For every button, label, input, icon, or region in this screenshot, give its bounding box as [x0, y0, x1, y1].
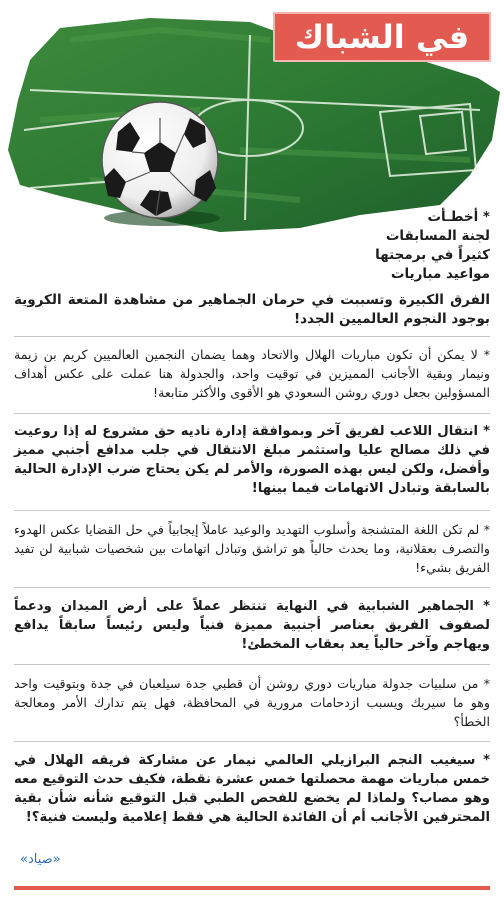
paragraph: * الجماهير الشبابية في النهاية تنتظر عملاً على أرض الميدان ودعماً لصفوف الفريق بعناصر أجنبية مميزة فنياً وليس رئيساً سابقاً يدافع ويهاجم وآخر حالياً يعد بعقاب المخطئ! — [14, 599, 490, 652]
lead-intro — [330, 208, 490, 284]
section-title: في الشباك — [294, 18, 470, 56]
paragraph: * لا يمكن أن تكون مباريات الهلال والاتحاد وهما يضمان النجمين العالميين كريم بن زيمة ونيمار وبقية الأجانب المميزين في توقيت واحد، والجدولة هنا عملت على عكس أهداف المسؤولين بجعل دوري روشن السعودي هو الأقوى والأكثر متابعة! — [14, 347, 490, 400]
paragraph: * من سلبيات جدولة مباريات دوري روشن أن قطبي جدة سيلعبان في جدة وبتوقيت واحد وهو ما سيربك ويسبب ازدحامات مرورية في المحافظة، فهل يتم تدارك الأمر ومعالجة الخطأ؟ — [14, 676, 490, 729]
divider — [14, 587, 490, 588]
divider — [14, 413, 490, 414]
paragraph: * انتقال اللاعب لفريق آخر وبموافقة إدارة ناديه حق مشروع له إذا روعيت في ذلك مصالح عليا واستثمر مبلغ الانتقال في جلب مدافع أجنبي مميز وأفضل، ولكن ليس بهذه الصورة، والأمر لم يكن يحتاج ضرب الإدارة الحالية بالسابقة وتبادل الاتهامات فيما بينها! — [14, 424, 490, 496]
divider — [14, 510, 490, 511]
divider — [14, 741, 490, 742]
football-icon — [102, 102, 218, 218]
divider — [14, 336, 490, 337]
paragraph: * لم تكن اللغة المتشنجة وأسلوب التهديد والوعيد عاملاً إيجابياً في حل القضايا عكس الهدوء والتصرف بعقلانية، وما يحدث حالياً هو تراشق وتبادل اتهامات بين شخصيات شبابية لن تفيد الفريق بشيء! — [14, 522, 490, 575]
bottom-accent-bar — [14, 886, 490, 890]
lead-line: * أخطـأت — [427, 209, 490, 225]
divider — [14, 664, 490, 665]
lead-line: لجنة المسابقات — [385, 228, 490, 244]
lead-line: كثيراً في برمجتها — [375, 247, 490, 263]
paragraph: * سيغيب النجم البرازيلي العالمي نيمار عن مشاركة فريقه الهلال في خمس مباريات مهمة محصلتها خمس عشرة نقطة، فكيف حدث التوقيع معه وهو مصاب؟ ولماذا لم يخضع للفحص الطبي قبل التوقيع شأنه شأن بقية المحترفين الأجانب أم أن الفائدة الحالية هي فقط إعلامية وليست فنية؟! — [14, 753, 490, 825]
lead-continuation: الفرق الكبيرة وتسببت في حرمان الجماهير من مشاهدة المتعة الكروية بوجود النجوم العالميين الجدد! — [14, 292, 490, 327]
source-credit[interactable]: «صياد» — [20, 852, 61, 867]
section-title-badge — [273, 12, 491, 62]
lead-line: مواعيد مباريات — [390, 266, 490, 282]
